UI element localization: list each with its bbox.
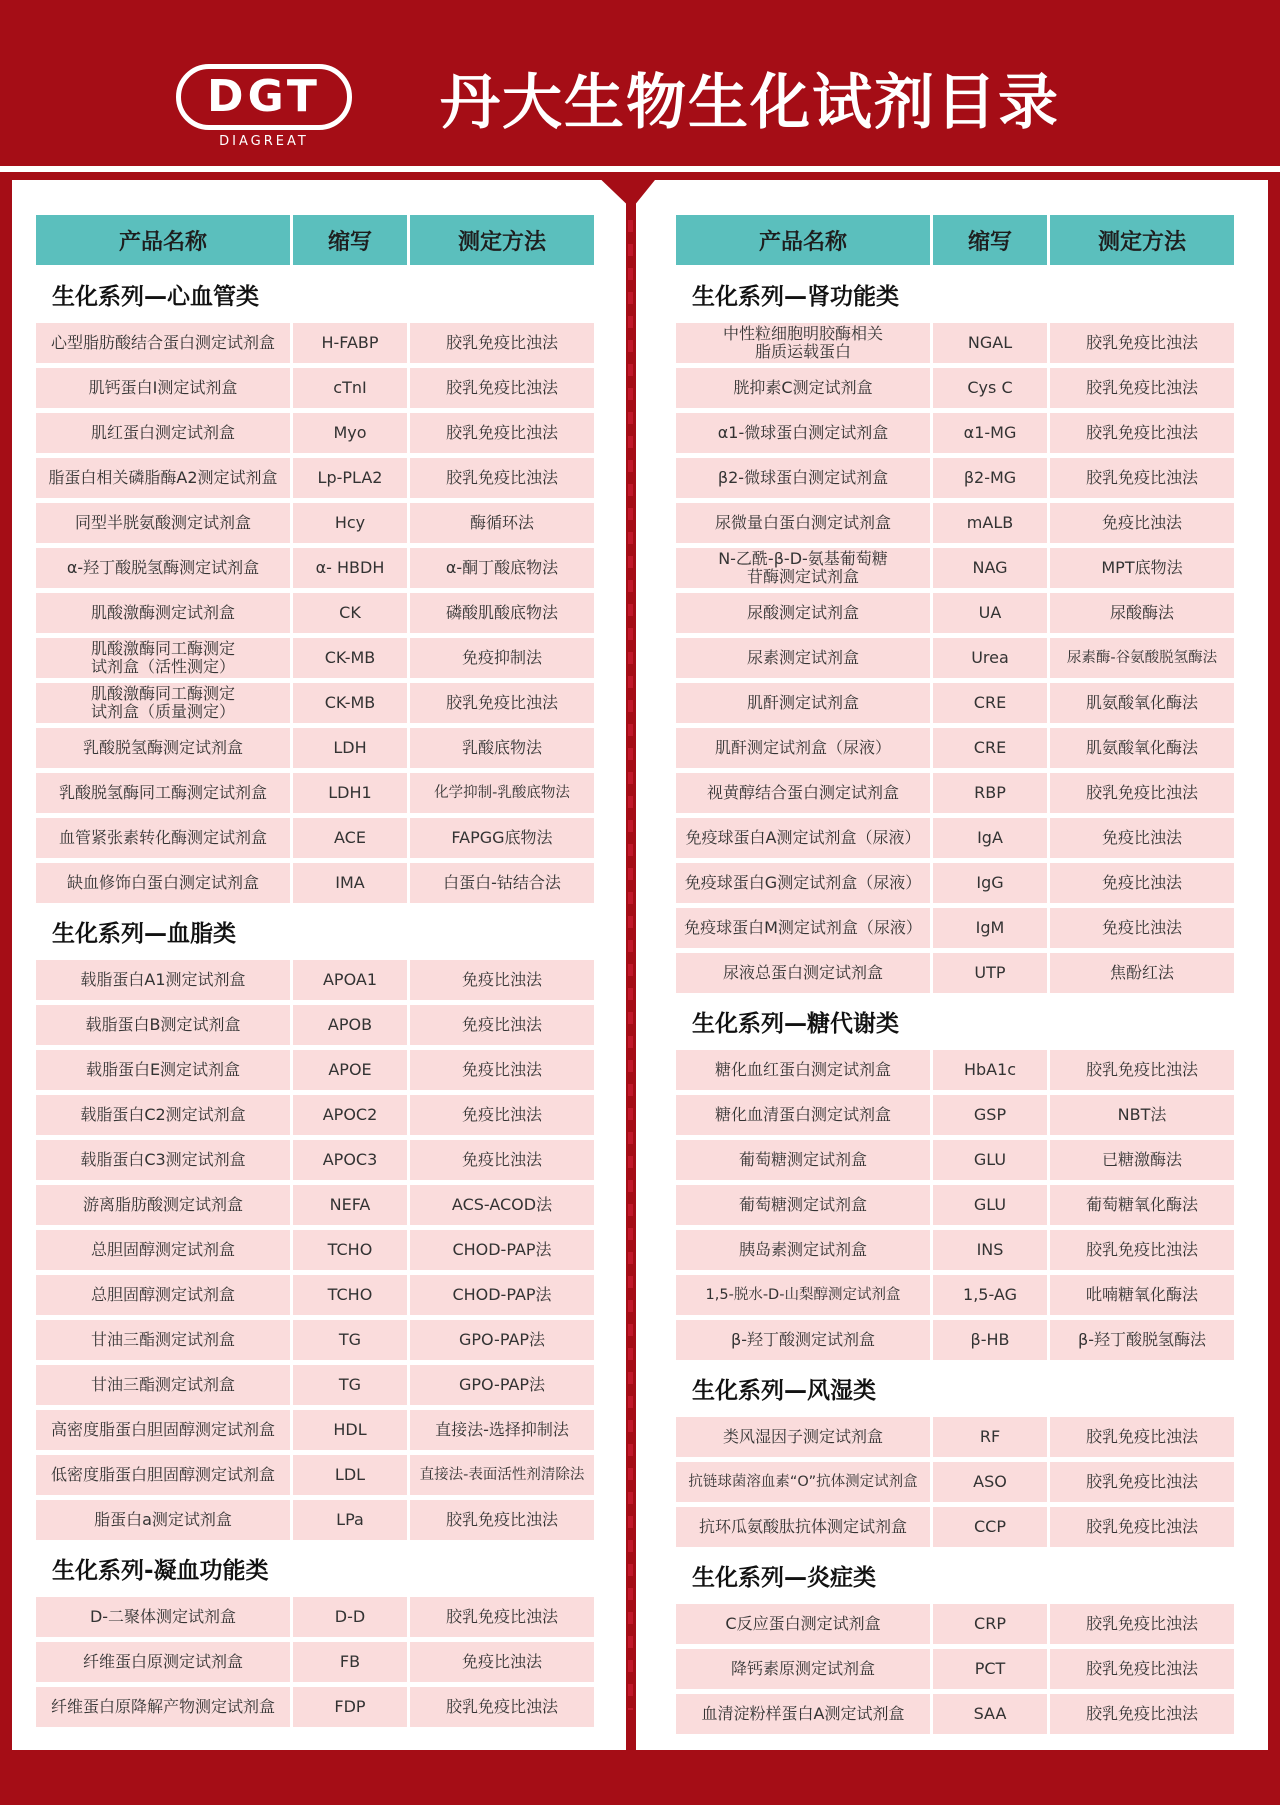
- table-row: [36, 1597, 594, 1637]
- table-row: [36, 1320, 594, 1360]
- abbreviation-cell: cTnI: [293, 368, 407, 408]
- table-row: [676, 1417, 1234, 1457]
- table-row: [36, 368, 594, 408]
- method-cell: 化学抑制-乳酸底物法: [410, 773, 594, 813]
- product-name-cell: 高密度脂蛋白胆固醇测定试剂盒: [36, 1410, 290, 1450]
- abbreviation-cell: Cys C: [933, 368, 1047, 408]
- method-cell: 免疫抑制法: [410, 638, 594, 678]
- product-name-cell: 肌酸激酶同工酶测定 试剂盒（活性测定）: [36, 638, 290, 678]
- table-row: [36, 1687, 594, 1727]
- abbreviation-cell: H-FABP: [293, 323, 407, 363]
- table-row: [676, 1320, 1234, 1360]
- abbreviation-cell: FDP: [293, 1687, 407, 1727]
- abbreviation-cell: HDL: [293, 1410, 407, 1450]
- product-name-cell: 血清淀粉样蛋白A测定试剂盒: [676, 1694, 930, 1734]
- abbreviation-cell: β2-MG: [933, 458, 1047, 498]
- header-divider: [0, 166, 1280, 172]
- abbreviation-cell: APOC3: [293, 1140, 407, 1180]
- abbreviation-cell: UTP: [933, 953, 1047, 993]
- table-row: [36, 1230, 594, 1270]
- product-name-cell: 乳酸脱氢酶测定试剂盒: [36, 728, 290, 768]
- header-method: 测定方法: [410, 215, 594, 265]
- product-name-cell: 肌酐测定试剂盒: [676, 683, 930, 723]
- method-cell: 免疫比浊法: [410, 1050, 594, 1090]
- abbreviation-cell: Myo: [293, 413, 407, 453]
- method-cell: 胶乳免疫比浊法: [1050, 1604, 1234, 1644]
- table-row: [676, 503, 1234, 543]
- product-name-cell: 肌红蛋白测定试剂盒: [36, 413, 290, 453]
- method-cell: FAPGG底物法: [410, 818, 594, 858]
- method-cell: 免疫比浊法: [1050, 503, 1234, 543]
- product-name-cell: 脂蛋白a测定试剂盒: [36, 1500, 290, 1540]
- table-row: [36, 638, 594, 678]
- product-name-cell: D-二聚体测定试剂盒: [36, 1597, 290, 1637]
- table-row: [36, 1095, 594, 1135]
- method-cell: 葡萄糖氧化酶法: [1050, 1185, 1234, 1225]
- right-column: [676, 215, 1234, 1739]
- table-row: [676, 368, 1234, 408]
- product-name-cell: 心型脂肪酸结合蛋白测定试剂盒: [36, 323, 290, 363]
- abbreviation-cell: CK: [293, 593, 407, 633]
- abbreviation-cell: Hcy: [293, 503, 407, 543]
- header-method: 测定方法: [1050, 215, 1234, 265]
- product-name-cell: 抗链球菌溶血素“O”抗体测定试剂盒: [676, 1462, 930, 1502]
- section-title: 生化系列—血脂类: [52, 921, 236, 947]
- product-name-cell: 胰岛素测定试剂盒: [676, 1230, 930, 1270]
- product-name-cell: 载脂蛋白A1测定试剂盒: [36, 960, 290, 1000]
- abbreviation-cell: SAA: [933, 1694, 1047, 1734]
- table-row: [676, 1604, 1234, 1644]
- product-name-cell: 肌钙蛋白I测定试剂盒: [36, 368, 290, 408]
- product-name-cell: 载脂蛋白C3测定试剂盒: [36, 1140, 290, 1180]
- abbreviation-cell: α1-MG: [933, 413, 1047, 453]
- abbreviation-cell: IgG: [933, 863, 1047, 903]
- method-cell: 白蛋白-钴结合法: [410, 863, 594, 903]
- table-row: [36, 593, 594, 633]
- abbreviation-cell: GLU: [933, 1140, 1047, 1180]
- product-name-cell: 总胆固醇测定试剂盒: [36, 1275, 290, 1315]
- method-cell: CHOD-PAP法: [410, 1275, 594, 1315]
- method-cell: 胶乳免疫比浊法: [410, 1687, 594, 1727]
- section-title: 生化系列—风湿类: [692, 1378, 876, 1404]
- method-cell: 肌氨酸氧化酶法: [1050, 683, 1234, 723]
- section-title: 生化系列-凝血功能类: [52, 1558, 269, 1584]
- header-abbreviation: 缩写: [293, 215, 407, 265]
- table-row: [676, 683, 1234, 723]
- method-cell: NBT法: [1050, 1095, 1234, 1135]
- abbreviation-cell: TG: [293, 1320, 407, 1360]
- abbreviation-cell: LDH1: [293, 773, 407, 813]
- abbreviation-cell: UA: [933, 593, 1047, 633]
- method-cell: 胶乳免疫比浊法: [1050, 413, 1234, 453]
- method-cell: α-酮丁酸底物法: [410, 548, 594, 588]
- table-row: [36, 1642, 594, 1682]
- method-cell: 酶循环法: [410, 503, 594, 543]
- product-name-cell: 肌酐测定试剂盒（尿液）: [676, 728, 930, 768]
- abbreviation-cell: HbA1c: [933, 1050, 1047, 1090]
- table-row: [36, 1005, 594, 1045]
- abbreviation-cell: IgM: [933, 908, 1047, 948]
- table-row: [36, 413, 594, 453]
- abbreviation-cell: APOA1: [293, 960, 407, 1000]
- method-cell: 免疫比浊法: [1050, 863, 1234, 903]
- abbreviation-cell: NAG: [933, 548, 1047, 588]
- table-row: [676, 953, 1234, 993]
- product-name-cell: β-羟丁酸测定试剂盒: [676, 1320, 930, 1360]
- abbreviation-cell: LDH: [293, 728, 407, 768]
- product-name-cell: 免疫球蛋白M测定试剂盒（尿液）: [676, 908, 930, 948]
- abbreviation-cell: ACE: [293, 818, 407, 858]
- table-row: [36, 458, 594, 498]
- section-title: 生化系列—糖代谢类: [692, 1011, 899, 1037]
- product-name-cell: 同型半胱氨酸测定试剂盒: [36, 503, 290, 543]
- product-name-cell: 低密度脂蛋白胆固醇测定试剂盒: [36, 1455, 290, 1495]
- dgt-logo: [176, 64, 352, 130]
- product-name-cell: 尿酸测定试剂盒: [676, 593, 930, 633]
- abbreviation-cell: mALB: [933, 503, 1047, 543]
- product-name-cell: 纤维蛋白原测定试剂盒: [36, 1642, 290, 1682]
- table-row: [676, 1050, 1234, 1090]
- product-name-cell: 甘油三酯测定试剂盒: [36, 1320, 290, 1360]
- table-row: [676, 818, 1234, 858]
- method-cell: 胶乳免疫比浊法: [1050, 1230, 1234, 1270]
- page-header: [0, 0, 1280, 165]
- center-dashed-divider: [628, 220, 633, 1710]
- method-cell: 免疫比浊法: [410, 1140, 594, 1180]
- table-row: [676, 1462, 1234, 1502]
- method-cell: 免疫比浊法: [410, 1095, 594, 1135]
- method-cell: 胶乳免疫比浊法: [410, 368, 594, 408]
- product-name-cell: α1-微球蛋白测定试剂盒: [676, 413, 930, 453]
- table-header: [36, 215, 594, 265]
- table-row: [36, 1185, 594, 1225]
- table-row: [676, 323, 1234, 363]
- method-cell: 胶乳免疫比浊法: [1050, 1462, 1234, 1502]
- method-cell: 胶乳免疫比浊法: [1050, 773, 1234, 813]
- abbreviation-cell: GSP: [933, 1095, 1047, 1135]
- product-name-cell: 视黄醇结合蛋白测定试剂盒: [676, 773, 930, 813]
- table-row: [36, 728, 594, 768]
- logo-subtitle: DIAGREAT: [219, 134, 309, 149]
- abbreviation-cell: LDL: [293, 1455, 407, 1495]
- product-name-cell: 脂蛋白相关磷脂酶A2测定试剂盒: [36, 458, 290, 498]
- abbreviation-cell: Lp-PLA2: [293, 458, 407, 498]
- abbreviation-cell: CRE: [933, 683, 1047, 723]
- abbreviation-cell: CRE: [933, 728, 1047, 768]
- method-cell: 免疫比浊法: [410, 1005, 594, 1045]
- abbreviation-cell: CK-MB: [293, 638, 407, 678]
- table-row: [36, 863, 594, 903]
- product-name-cell: 甘油三酯测定试剂盒: [36, 1365, 290, 1405]
- product-name-cell: C反应蛋白测定试剂盒: [676, 1604, 930, 1644]
- table-row: [676, 1095, 1234, 1135]
- abbreviation-cell: FB: [293, 1642, 407, 1682]
- method-cell: 免疫比浊法: [1050, 818, 1234, 858]
- table-row: [36, 683, 594, 723]
- method-cell: 磷酸肌酸底物法: [410, 593, 594, 633]
- method-cell: 胶乳免疫比浊法: [1050, 323, 1234, 363]
- table-row: [676, 1230, 1234, 1270]
- section-title: 生化系列—心血管类: [52, 284, 259, 310]
- abbreviation-cell: PCT: [933, 1649, 1047, 1689]
- product-name-cell: 抗环瓜氨酸肽抗体测定试剂盒: [676, 1507, 930, 1547]
- product-name-cell: 1,5-脱水-D-山梨醇测定试剂盒: [676, 1275, 930, 1315]
- abbreviation-cell: TCHO: [293, 1275, 407, 1315]
- method-cell: 已糖激酶法: [1050, 1140, 1234, 1180]
- table-header: [676, 215, 1234, 265]
- product-name-cell: 载脂蛋白E测定试剂盒: [36, 1050, 290, 1090]
- product-name-cell: 缺血修饰白蛋白测定试剂盒: [36, 863, 290, 903]
- table-row: [36, 1500, 594, 1540]
- table-row: [36, 1455, 594, 1495]
- table-row: [36, 1275, 594, 1315]
- table-row: [676, 908, 1234, 948]
- product-name-cell: 糖化血红蛋白测定试剂盒: [676, 1050, 930, 1090]
- abbreviation-cell: α- HBDH: [293, 548, 407, 588]
- method-cell: 胶乳免疫比浊法: [410, 323, 594, 363]
- method-cell: 胶乳免疫比浊法: [1050, 1507, 1234, 1547]
- table-row: [676, 458, 1234, 498]
- left-column: [36, 215, 594, 1732]
- table-row: [36, 1365, 594, 1405]
- product-name-cell: 免疫球蛋白A测定试剂盒（尿液）: [676, 818, 930, 858]
- abbreviation-cell: APOE: [293, 1050, 407, 1090]
- table-row: [36, 323, 594, 363]
- product-name-cell: 肌酸激酶测定试剂盒: [36, 593, 290, 633]
- method-cell: 肌氨酸氧化酶法: [1050, 728, 1234, 768]
- table-row: [676, 773, 1234, 813]
- product-name-cell: 尿微量白蛋白测定试剂盒: [676, 503, 930, 543]
- method-cell: CHOD-PAP法: [410, 1230, 594, 1270]
- product-name-cell: β2-微球蛋白测定试剂盒: [676, 458, 930, 498]
- product-name-cell: 血管紧张素转化酶测定试剂盒: [36, 818, 290, 858]
- method-cell: 胶乳免疫比浊法: [410, 1500, 594, 1540]
- method-cell: 免疫比浊法: [1050, 908, 1234, 948]
- table-row: [676, 548, 1234, 588]
- table-row: [36, 1410, 594, 1450]
- method-cell: 免疫比浊法: [410, 1642, 594, 1682]
- method-cell: 胶乳免疫比浊法: [1050, 1417, 1234, 1457]
- abbreviation-cell: Urea: [933, 638, 1047, 678]
- product-name-cell: 降钙素原测定试剂盒: [676, 1649, 930, 1689]
- method-cell: 胶乳免疫比浊法: [1050, 368, 1234, 408]
- abbreviation-cell: INS: [933, 1230, 1047, 1270]
- method-cell: 胶乳免疫比浊法: [1050, 1694, 1234, 1734]
- method-cell: 尿素酶-谷氨酸脱氢酶法: [1050, 638, 1234, 678]
- abbreviation-cell: 1,5-AG: [933, 1275, 1047, 1315]
- table-row: [676, 728, 1234, 768]
- method-cell: 胶乳免疫比浊法: [410, 413, 594, 453]
- product-name-cell: 乳酸脱氢酶同工酶测定试剂盒: [36, 773, 290, 813]
- table-row: [36, 548, 594, 588]
- method-cell: GPO-PAP法: [410, 1365, 594, 1405]
- table-row: [36, 960, 594, 1000]
- method-cell: 吡喃糖氧化酶法: [1050, 1275, 1234, 1315]
- product-name-cell: 载脂蛋白C2测定试剂盒: [36, 1095, 290, 1135]
- section-title: 生化系列—炎症类: [692, 1565, 876, 1591]
- page-footer: [0, 1752, 1280, 1805]
- header-product-name: 产品名称: [36, 215, 290, 265]
- abbreviation-cell: β-HB: [933, 1320, 1047, 1360]
- table-row: [676, 863, 1234, 903]
- method-cell: 乳酸底物法: [410, 728, 594, 768]
- abbreviation-cell: NEFA: [293, 1185, 407, 1225]
- method-cell: 胶乳免疫比浊法: [410, 458, 594, 498]
- product-name-cell: 类风湿因子测定试剂盒: [676, 1417, 930, 1457]
- product-name-cell: 总胆固醇测定试剂盒: [36, 1230, 290, 1270]
- abbreviation-cell: LPa: [293, 1500, 407, 1540]
- section-title: 生化系列—肾功能类: [692, 284, 899, 310]
- product-name-cell: 中性粒细胞明胶酶相关 脂质运载蛋白: [676, 323, 930, 363]
- method-cell: GPO-PAP法: [410, 1320, 594, 1360]
- abbreviation-cell: APOB: [293, 1005, 407, 1045]
- table-row: [676, 1649, 1234, 1689]
- table-row: [676, 593, 1234, 633]
- product-name-cell: 糖化血清蛋白测定试剂盒: [676, 1095, 930, 1135]
- product-name-cell: 葡萄糖测定试剂盒: [676, 1140, 930, 1180]
- table-row: [676, 1507, 1234, 1547]
- method-cell: 免疫比浊法: [410, 960, 594, 1000]
- abbreviation-cell: APOC2: [293, 1095, 407, 1135]
- abbreviation-cell: GLU: [933, 1185, 1047, 1225]
- header-product-name: 产品名称: [676, 215, 930, 265]
- method-cell: ACS-ACOD法: [410, 1185, 594, 1225]
- product-name-cell: 尿素测定试剂盒: [676, 638, 930, 678]
- table-row: [676, 413, 1234, 453]
- product-name-cell: α-羟丁酸脱氢酶测定试剂盒: [36, 548, 290, 588]
- table-row: [676, 638, 1234, 678]
- method-cell: MPT底物法: [1050, 548, 1234, 588]
- abbreviation-cell: RBP: [933, 773, 1047, 813]
- abbreviation-cell: ASO: [933, 1462, 1047, 1502]
- abbreviation-cell: IMA: [293, 863, 407, 903]
- product-name-cell: 葡萄糖测定试剂盒: [676, 1185, 930, 1225]
- table-row: [676, 1140, 1234, 1180]
- method-cell: 胶乳免疫比浊法: [1050, 1050, 1234, 1090]
- header-abbreviation: 缩写: [933, 215, 1047, 265]
- right-table-body: [676, 271, 1234, 1734]
- table-row: [36, 773, 594, 813]
- abbreviation-cell: CK-MB: [293, 683, 407, 723]
- product-name-cell: N-乙酰-β-D-氨基葡萄糖 苷酶测定试剂盒: [676, 548, 930, 588]
- method-cell: 焦酚红法: [1050, 953, 1234, 993]
- abbreviation-cell: IgA: [933, 818, 1047, 858]
- abbreviation-cell: CRP: [933, 1604, 1047, 1644]
- method-cell: 胶乳免疫比浊法: [410, 1597, 594, 1637]
- product-name-cell: 肌酸激酶同工酶测定 试剂盒（质量测定）: [36, 683, 290, 723]
- method-cell: 尿酸酶法: [1050, 593, 1234, 633]
- product-name-cell: 纤维蛋白原降解产物测定试剂盒: [36, 1687, 290, 1727]
- product-name-cell: 免疫球蛋白G测定试剂盒（尿液）: [676, 863, 930, 903]
- product-name-cell: 尿液总蛋白测定试剂盒: [676, 953, 930, 993]
- table-row: [676, 1275, 1234, 1315]
- product-name-cell: 游离脂肪酸测定试剂盒: [36, 1185, 290, 1225]
- method-cell: 胶乳免疫比浊法: [1050, 1649, 1234, 1689]
- method-cell: 胶乳免疫比浊法: [1050, 458, 1234, 498]
- page-title: 丹大生物生化试剂目录: [440, 68, 1060, 138]
- method-cell: β-羟丁酸脱氢酶法: [1050, 1320, 1234, 1360]
- table-row: [676, 1185, 1234, 1225]
- abbreviation-cell: TCHO: [293, 1230, 407, 1270]
- abbreviation-cell: CCP: [933, 1507, 1047, 1547]
- abbreviation-cell: D-D: [293, 1597, 407, 1637]
- product-name-cell: 载脂蛋白B测定试剂盒: [36, 1005, 290, 1045]
- left-table-body: [36, 271, 594, 1727]
- table-row: [36, 818, 594, 858]
- table-row: [676, 1694, 1234, 1734]
- product-name-cell: 胱抑素C测定试剂盒: [676, 368, 930, 408]
- abbreviation-cell: NGAL: [933, 323, 1047, 363]
- method-cell: 直接法-表面活性剂清除法: [410, 1455, 594, 1495]
- table-row: [36, 503, 594, 543]
- abbreviation-cell: TG: [293, 1365, 407, 1405]
- method-cell: 直接法-选择抑制法: [410, 1410, 594, 1450]
- abbreviation-cell: RF: [933, 1417, 1047, 1457]
- method-cell: 胶乳免疫比浊法: [410, 683, 594, 723]
- table-row: [36, 1140, 594, 1180]
- logo-text: DGT: [207, 71, 321, 122]
- table-row: [36, 1050, 594, 1090]
